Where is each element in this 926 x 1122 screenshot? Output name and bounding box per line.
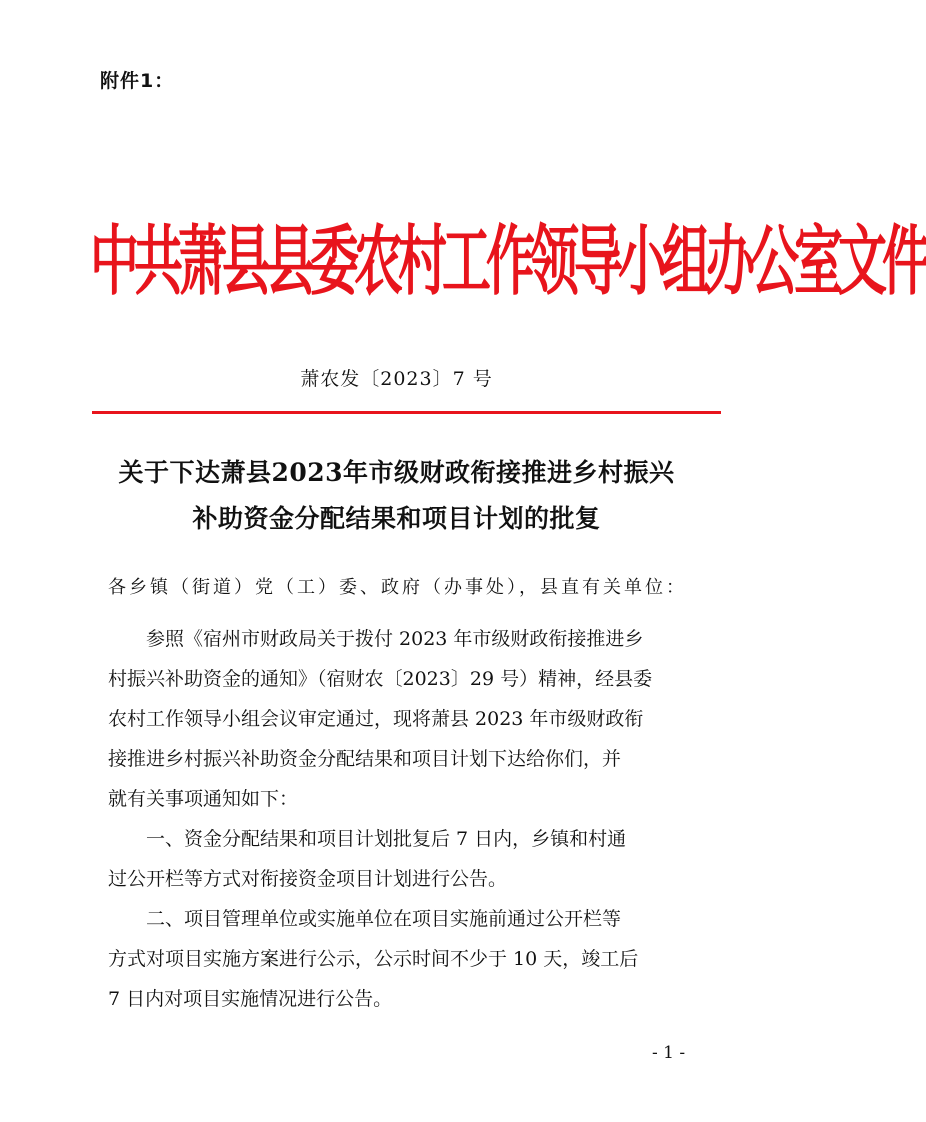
paragraph-item-two: [108, 899, 693, 1019]
paragraph-reference: [108, 619, 693, 819]
attachment-label: 附件1：: [100, 70, 175, 92]
paragraph-line: 参照《宿州市财政局关于拨付 2023 年市级财政衔接推进乡: [146, 628, 644, 650]
paragraph-line: 方式对项目实施方案进行公示，公示时间不少于 10 天，竣工后: [108, 948, 639, 970]
document-title: [80, 450, 713, 542]
paragraph-line: 村振兴补助资金的通知》（宿财农〔2023〕29 号）精神，经县委: [108, 668, 653, 690]
paragraph-line: 7 日内对项目实施情况进行公告。: [108, 988, 393, 1010]
document-header-title: 中共萧县县委农村工作领导小组办公室文件: [90, 216, 926, 306]
document-title-line-1: 关于下达萧县2023年市级财政衔接推进乡村振兴: [118, 458, 675, 487]
paragraph-line: 过公开栏等方式对衔接资金项目计划进行公告。: [108, 868, 508, 890]
page-number: - 1 -: [652, 1043, 686, 1063]
addressee: 各乡镇（街道）党（工）委、政府（办事处），县直有关单位：: [108, 577, 687, 598]
red-divider-line: [92, 411, 721, 414]
paragraph-line: 就有关事项通知如下：: [108, 788, 299, 810]
paragraph-item-one: [108, 819, 693, 899]
paragraph-line: 二、项目管理单位或实施单位在项目实施前通过公开栏等: [146, 908, 622, 930]
document-title-line-2: 补助资金分配结果和项目计划的批复: [192, 504, 601, 533]
paragraph-line: 一、资金分配结果和项目计划批复后 7 日内，乡镇和村通: [146, 828, 627, 850]
paragraph-line: 农村工作领导小组会议审定通过，现将萧县 2023 年市级财政衔: [108, 708, 644, 730]
paragraph-line: 接推进乡村振兴补助资金分配结果和项目计划下达给你们，并: [108, 748, 622, 770]
document-number: 萧农发〔2023〕7 号: [300, 368, 493, 390]
